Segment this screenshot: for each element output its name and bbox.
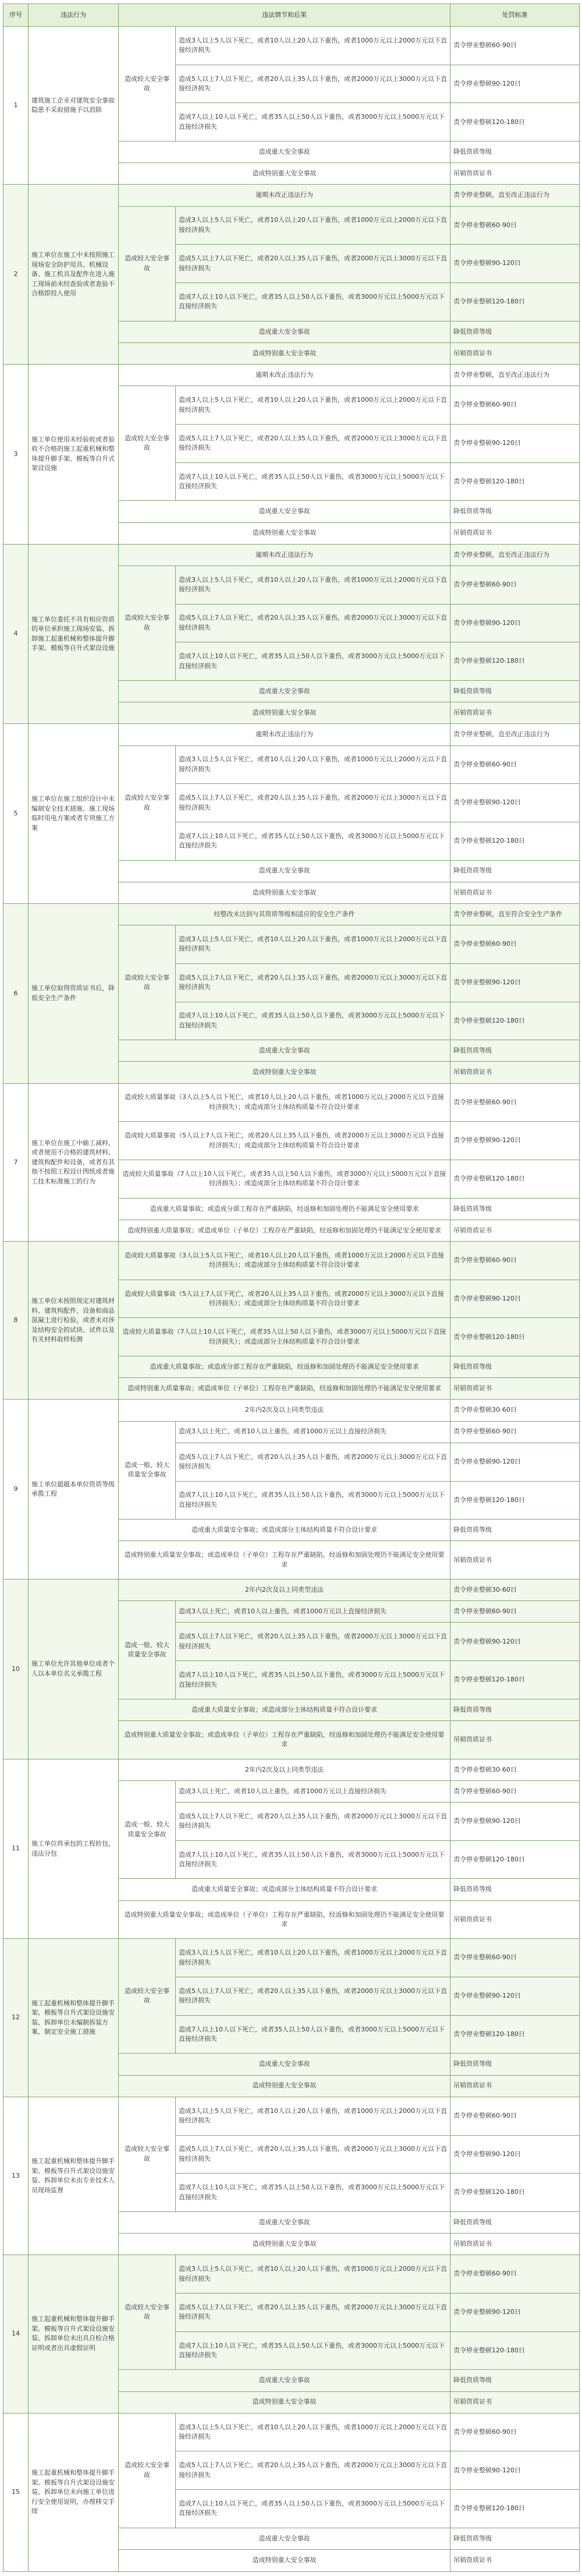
consequence-detail: 造成7人以上10人以下死亡，或者35人以上50人以下重伤，或者3000万元以上5000万元以下直接经济损失	[176, 2331, 450, 2370]
penalty-standard: 吊销资质证书	[450, 2234, 580, 2255]
circumstance-cell: 逾期未改正违法行为	[119, 544, 450, 566]
violation-description: 建筑施工企业对建筑安全事故隐患不采取措施予以消除	[29, 27, 119, 185]
penalty-standard: 责令停业整顿60-90日	[450, 566, 580, 604]
penalty-standard: 降低资质等级	[450, 1879, 580, 1900]
circumstance-cell: 造成特别重大质量事故；或造成单位（子单位）工程存在严重缺陷，经返修和加固处理仍不能满足安全使用要求	[119, 1220, 450, 1241]
circumstance-cell: 逾期未改正违法行为	[119, 724, 450, 745]
circumstance-cell: 造成特别重大安全事故	[119, 2550, 450, 2572]
penalty-standard: 降低资质等级	[450, 1356, 580, 1378]
consequence-detail: 造成5人以上7人以下死亡，或者20人以上35人以下重伤，或者2000万元以上3000万元以下直接经济损失	[176, 65, 450, 103]
row-number: 5	[3, 724, 29, 904]
row-number: 11	[3, 1759, 29, 1939]
penalty-standard: 降低资质等级	[450, 680, 580, 702]
penalty-standard: 责令停业整顿90-120日	[450, 65, 580, 103]
penalty-standard: 降低资质等级	[450, 1040, 580, 1062]
penalty-standards-table	[3, 3, 580, 2572]
penalty-standard: 降低资质等级	[450, 1520, 580, 1541]
consequence-detail: 造成3人以上死亡，或者10人以上重伤，或者1000万元以上直接经济损失	[176, 1601, 450, 1623]
accident-category: 造成较大安全事故	[119, 386, 176, 501]
circumstance-cell: 造成较大质量事故（3人以上5人以下死亡，或者10人以上20人以下重伤，或者1000万元以上2000万元以下直接经济损失）；或造成部分主体结构质量不符合设计要求	[119, 1242, 450, 1280]
circumstance-cell: 2年内2次及以上同类型违法	[119, 1400, 450, 1421]
consequence-detail: 造成3人以上5人以下死亡，或者10人以上20人以下重伤，或者1000万元以上2000万元以下直接经济损失	[176, 2255, 450, 2294]
penalty-standard: 降低资质等级	[450, 1198, 580, 1220]
table-row	[3, 544, 580, 566]
row-number: 15	[3, 2413, 29, 2571]
penalty-standard: 吊销资质证书	[450, 342, 580, 364]
violation-description: 施工单位在施工中未按照施工现场安全防护用具、机械设备、施工机具及配件在进入施工现场前未经查验或者查验不合格即投入使用	[29, 185, 119, 365]
penalty-standard: 责令停业整顿120-180日	[450, 642, 580, 681]
row-number: 12	[3, 1939, 29, 2097]
table-row	[3, 2255, 580, 2294]
penalty-standard: 责令停业整顿120-180日	[450, 1661, 580, 1699]
table-row	[3, 2413, 580, 2451]
table-row	[3, 903, 580, 925]
table-row	[3, 185, 580, 206]
circumstance-cell: 造成较大质量事故（3人以上5人以下死亡，或者10人以上20人以下重伤，或者1000万元以上2000万元以下直接经济损失）；或造成部分主体结构质量不符合设计要求	[119, 1083, 450, 1122]
penalty-standard: 降低资质等级	[450, 2211, 580, 2233]
penalty-standard: 吊销资质证书	[450, 2391, 580, 2413]
penalty-standard: 降低资质等级	[450, 2370, 580, 2391]
circumstance-cell: 2年内2次及以上同类型违法	[119, 1759, 450, 1780]
accident-category: 造成较大安全事故	[119, 2255, 176, 2370]
row-number: 14	[3, 2255, 29, 2413]
violation-description: 施工起重机械和整体提升脚手架、模板等自升式架设设施安装、拆卸单位未编制拆装方案、制定安全施工措施	[29, 1939, 119, 2097]
table-row	[3, 724, 580, 745]
consequence-detail: 造成7人以上10人以下死亡，或者35人以上50人以下重伤，或者3000万元以上5000万元以下直接经济损失	[176, 2174, 450, 2212]
penalty-standard: 责令停业整顿120-180日	[450, 2490, 580, 2528]
penalty-standard: 责令停业整顿60-90日	[450, 1939, 580, 1977]
penalty-standard: 责令停业整顿90-120日	[450, 2135, 580, 2174]
consequence-detail: 造成3人以上5人以下死亡，或者10人以上20人以下重伤，或者1000万元以上2000万元以下直接经济损失	[176, 27, 450, 65]
consequence-detail: 造成3人以上5人以下死亡，或者10人以上20人以下重伤，或者1000万元以上2000万元以下直接经济损失	[176, 206, 450, 245]
penalty-standard: 责令停业整顿60-90日	[450, 27, 580, 65]
penalty-standard: 责令停业整顿60-90日	[450, 1083, 580, 1122]
penalty-standard: 责令停业整顿90-120日	[450, 604, 580, 642]
violation-description: 施工起重机械和整体提升脚手架、模板等自升式架设设施安装、拆卸单位未出具自检合格证明或者出具虚假证明	[29, 2255, 119, 2413]
circumstance-cell: 造成特别重大质量安全事故；或造成单位（子单位）工程存在严重缺陷，经返修和加固处理仍不能满足安全使用要求	[119, 1721, 450, 1759]
row-number: 10	[3, 1579, 29, 1759]
penalty-standard: 吊销资质证书	[450, 2075, 580, 2097]
circumstance-cell: 造成特别重大质量安全事故；或造成单位（子单位）工程存在严重缺陷，经返修和加固处理仍不能满足安全使用要求	[119, 1900, 450, 1939]
penalty-standard: 责令停业整顿30-60日	[450, 1579, 580, 1601]
circumstance-cell: 造成重大安全事故	[119, 2211, 450, 2233]
penalty-standard: 责令停业整顿90-120日	[450, 424, 580, 462]
consequence-detail: 造成5人以上7人以下死亡，或者20人以上35人以下重伤，或者2000万元以上3000万元以下直接经济损失	[176, 604, 450, 642]
penalty-standard: 责令停业整顿，直至改正违法行为	[450, 185, 580, 206]
penalty-standard: 责令停业整顿120-180日	[450, 1481, 580, 1520]
penalty-standard: 吊销资质证书	[450, 702, 580, 724]
consequence-detail: 造成3人以上5人以下死亡，或者10人以上20人以下重伤，或者1000万元以上2000万元以下直接经济损失	[176, 2097, 450, 2135]
penalty-standards-document	[3, 3, 579, 2572]
penalty-standard: 责令停业整顿60-90日	[450, 1780, 580, 1802]
penalty-standard: 降低资质等级	[450, 501, 580, 522]
table-row	[3, 1083, 580, 1122]
consequence-detail: 造成5人以上7人以下死亡，或者20人以上35人以下重伤，或者2000万元以上3000万元以下直接经济损失	[176, 2293, 450, 2331]
circumstance-cell: 造成较大质量事故（7人以上10人以下死亡，或者35人以上50人以下重伤，或者3000万元以上5000万元以下直接经济损失）；或造成部分主体结构质量不符合设计要求	[119, 1318, 450, 1356]
penalty-standard: 责令停业整顿90-120日	[450, 1977, 580, 2016]
row-number: 2	[3, 185, 29, 365]
consequence-detail: 造成5人以上7人以下死亡，或者20人以上35人以下重伤，或者2000万元以上3000万元以下直接经济损失	[176, 1803, 450, 1841]
circumstance-cell: 造成重大安全事故	[119, 2528, 450, 2549]
circumstance-cell: 造成特别重大安全事故	[119, 2234, 450, 2255]
penalty-standard: 责令停业整顿120-180日	[450, 2174, 580, 2212]
circumstance-cell: 造成特别重大安全事故	[119, 522, 450, 544]
penalty-standard: 责令停业整顿120-180日	[450, 1002, 580, 1040]
circumstance-cell: 造成特别重大安全事故	[119, 163, 450, 185]
penalty-standard: 责令停业整顿60-90日	[450, 1601, 580, 1623]
violation-description: 施工起重机械和整体提升脚手架、模板等自升式架设设施安装、拆卸单位未由专业技术人员现场监督	[29, 2097, 119, 2255]
circumstance-cell: 造成重大安全事故	[119, 321, 450, 342]
consequence-detail: 造成7人以上10人以下死亡，或者35人以上50人以下重伤，或者3000万元以上5000万元以下直接经济损失	[176, 1002, 450, 1040]
penalty-standard: 降低资质等级	[450, 2054, 580, 2075]
circumstance-cell: 造成特别重大安全事故	[119, 2075, 450, 2097]
consequence-detail: 造成7人以上10人以下死亡，或者35人以上50人以下重伤，或者3000万元以上5000万元以下直接经济损失	[176, 1481, 450, 1520]
accident-category: 造成较大安全事故	[119, 206, 176, 321]
consequence-detail: 造成7人以上10人以下死亡，或者35人以上50人以下重伤，或者3000万元以上5000万元以下直接经济损失	[176, 822, 450, 860]
consequence-detail: 造成7人以上10人以下死亡，或者35人以上50人以下重伤，或者3000万元以上5000万元以下直接经济损失	[176, 1661, 450, 1699]
consequence-detail: 造成5人以上7人以下死亡，或者20人以上35人以下重伤，或者2000万元以上3000万元以下直接经济损失	[176, 245, 450, 283]
penalty-standard: 责令停业整顿60-90日	[450, 925, 580, 964]
circumstance-cell: 逾期未改正违法行为	[119, 365, 450, 386]
table-row	[3, 27, 580, 65]
consequence-detail: 造成3人以上死亡，或者10人以上重伤，或者1000万元以上直接经济损失	[176, 1780, 450, 1802]
penalty-standard: 责令停业整顿90-120日	[450, 963, 580, 1002]
accident-category: 造成一般、较大质量安全事故	[119, 1421, 176, 1520]
accident-category: 造成较大安全事故	[119, 566, 176, 680]
penalty-standard: 吊销资质证书	[450, 1220, 580, 1241]
consequence-detail: 造成3人以上5人以下死亡，或者10人以上20人以下重伤，或者1000万元以上2000万元以下直接经济损失	[176, 386, 450, 425]
penalty-standard: 责令停业整顿90-120日	[450, 1803, 580, 1841]
penalty-standard: 责令停业整顿90-120日	[450, 245, 580, 283]
circumstance-cell: 造成特别重大安全事故	[119, 882, 450, 903]
consequence-detail: 造成3人以上5人以下死亡，或者10人以上20人以下重伤，或者1000万元以上2000万元以下直接经济损失	[176, 745, 450, 784]
circumstance-cell: 造成特别重大安全事故	[119, 2391, 450, 2413]
table-row	[3, 365, 580, 386]
circumstance-cell: 造成重大质量安全事故；或造成部分主体结构质量不符合设计要求	[119, 1879, 450, 1900]
penalty-standard: 降低资质等级	[450, 2528, 580, 2549]
penalty-standard: 降低资质等级	[450, 142, 580, 163]
circumstance-cell: 造成重大质量安全事故；或造成部分主体结构质量不符合设计要求	[119, 1699, 450, 1720]
penalty-standard: 责令停业整顿，直至改正违法行为	[450, 365, 580, 386]
penalty-standard: 责令停业整顿60-90日	[450, 2097, 580, 2135]
row-number: 3	[3, 365, 29, 545]
penalty-standard: 降低资质等级	[450, 860, 580, 882]
accident-category: 造成较大安全事故	[119, 2097, 176, 2211]
consequence-detail: 造成5人以上7人以下死亡，或者20人以上35人以下重伤，或者2000万元以上3000万元以下直接经济损失	[176, 424, 450, 462]
consequence-detail: 造成5人以上7人以下死亡，或者20人以上35人以下重伤，或者2000万元以上3000万元以下直接经济损失	[176, 1977, 450, 2016]
violation-description: 施工单位未按照规定对建筑材料、建筑构配件、设备和商品混凝土进行检验，或者未对涉及结构安全的试块、试件以及有关材料取样检测	[29, 1242, 119, 1400]
consequence-detail: 造成7人以上10人以下死亡，或者35人以上50人以下重伤，或者3000万元以上5000万元以下直接经济损失	[176, 462, 450, 501]
header-no: 序号	[3, 4, 29, 27]
consequence-detail: 造成5人以上7人以下死亡，或者20人以上35人以下重伤，或者2000万元以上3000万元以下直接经济损失	[176, 1623, 450, 1661]
circumstance-cell: 造成重大安全事故	[119, 860, 450, 882]
circumstance-cell: 造成重大安全事故	[119, 501, 450, 522]
row-number: 7	[3, 1083, 29, 1241]
accident-category: 造成一般、较大质量安全事故	[119, 1780, 176, 1879]
penalty-standard: 吊销资质证书	[450, 882, 580, 903]
penalty-standard: 责令停业整顿60-90日	[450, 1421, 580, 1443]
penalty-standard: 责令停业整顿90-120日	[450, 1623, 580, 1661]
circumstance-cell: 逾期未改正违法行为	[119, 185, 450, 206]
penalty-standard: 责令停业整顿120-180日	[450, 1160, 580, 1198]
penalty-standard: 责令停业整顿120-180日	[450, 2015, 580, 2054]
circumstance-cell: 造成重大质量事故；或造成分部工程存在严重缺陷，经返修和加固处理仍不能满足安全使用要求	[119, 1198, 450, 1220]
table-row	[3, 1579, 580, 1601]
violation-description: 施工单位取得资质证书后，降低安全生产条件	[29, 903, 119, 1083]
circumstance-cell: 造成重大安全事故	[119, 680, 450, 702]
circumstance-cell: 造成重大质量安全事故；或造成部分主体结构质量不符合设计要求	[119, 1520, 450, 1541]
violation-description: 施工单位将承包的工程转包，违法分包	[29, 1759, 119, 1939]
penalty-standard: 吊销资质证书	[450, 2550, 580, 2572]
circumstance-cell: 造成特别重大质量安全事故；或造成单位（子单位）工程存在严重缺陷，经返修和加固处理仍不能满足安全使用要求	[119, 1541, 450, 1579]
penalty-standard: 责令停业整顿30-60日	[450, 1400, 580, 1421]
consequence-detail: 造成3人以上5人以下死亡，或者10人以上20人以下重伤，或者1000万元以上2000万元以下直接经济损失	[176, 1939, 450, 1977]
circumstance-cell: 造成重大安全事故	[119, 2370, 450, 2391]
consequence-detail: 造成3人以上死亡，或者10人以上重伤，或者1000万元以上直接经济损失	[176, 1421, 450, 1443]
circumstance-cell: 2年内2次及以上同类型违法	[119, 1579, 450, 1601]
violation-description: 施工单位在施工组织设计中未编制安全技术措施、施工现场临时用电方案或者专项施工方案	[29, 724, 119, 904]
penalty-standard: 责令停业整顿90-120日	[450, 784, 580, 822]
consequence-detail: 造成3人以上5人以下死亡，或者10人以上20人以下重伤，或者1000万元以上2000万元以下直接经济损失	[176, 2413, 450, 2451]
table-row	[3, 2097, 580, 2135]
accident-category: 造成较大安全事故	[119, 2413, 176, 2528]
consequence-detail: 造成7人以上10人以下死亡，或者35人以上50人以下重伤，或者3000万元以上5000万元以下直接经济损失	[176, 2015, 450, 2054]
penalty-standard: 吊销资质证书	[450, 522, 580, 544]
circumstance-cell: 造成较大质量事故（7人以上10人以下死亡，或者35人以上50人以下重伤，或者3000万元以上5000万元以下直接经济损失）；或造成部分主体结构质量不符合设计要求	[119, 1160, 450, 1198]
consequence-detail: 造成3人以上5人以下死亡，或者10人以上20人以下重伤，或者1000万元以上2000万元以下直接经济损失	[176, 925, 450, 964]
circumstance-cell: 造成重大安全事故	[119, 142, 450, 163]
penalty-standard: 责令停业整顿60-90日	[450, 2255, 580, 2294]
penalty-standard: 责令停业整顿，直至改正违法行为	[450, 724, 580, 745]
accident-category: 造成较大安全事故	[119, 925, 176, 1040]
penalty-standard: 责令停业整顿60-90日	[450, 206, 580, 245]
consequence-detail: 造成5人以上7人以下死亡，或者20人以上35人以下重伤，或者2000万元以上3000万元以下直接经济损失	[176, 2135, 450, 2174]
penalty-standard: 责令停业整顿120-180日	[450, 822, 580, 860]
table-row	[3, 1400, 580, 1421]
violation-description: 施工单位允许其他单位或者个人以本单位名义承揽工程	[29, 1579, 119, 1759]
violation-description: 施工单位超越本单位资质等级承揽工程	[29, 1400, 119, 1579]
header-circumstances: 违法情节和后果	[119, 4, 450, 27]
penalty-standard: 责令停业整顿90-120日	[450, 1443, 580, 1481]
header-row	[3, 4, 580, 27]
row-number: 13	[3, 2097, 29, 2255]
penalty-standard: 降低资质等级	[450, 1699, 580, 1720]
violation-description: 施工单位委托不具有相应资质的单位承担施工现场安装、拆卸施工起重机械和整体提升脚手架、模板等自升式架设设施	[29, 544, 119, 724]
penalty-standard: 责令停业整顿90-120日	[450, 2293, 580, 2331]
violation-description: 施工单位使用未经验收或者验收不合格的施工起重机械和整体提升脚手架、模板等自升式架设设施	[29, 365, 119, 545]
accident-category: 造成较大安全事故	[119, 27, 176, 142]
circumstance-cell: 造成特别重大安全事故	[119, 1062, 450, 1083]
consequence-detail: 造成7人以上10人以下死亡，或者35人以上50人以下重伤，或者3000万元以上5000万元以下直接经济损失	[176, 103, 450, 142]
penalty-standard: 吊销资质证书	[450, 1062, 580, 1083]
row-number: 9	[3, 1400, 29, 1579]
penalty-standard: 吊销资质证书	[450, 163, 580, 185]
circumstance-cell: 造成较大质量事故（5人以上7人以下死亡，或者20人以上35人以下重伤，或者2000万元以上3000万元以下直接经济损失）；或造成部分主体结构质量不符合设计要求	[119, 1122, 450, 1160]
penalty-standard: 责令停业整顿60-90日	[450, 1242, 580, 1280]
circumstance-cell: 造成较大质量事故（5人以上7人以下死亡，或者20人以上35人以下重伤，或者2000万元以上3000万元以下直接经济损失）；或造成部分主体结构质量不符合设计要求	[119, 1280, 450, 1318]
table-row	[3, 1939, 580, 1977]
consequence-detail: 造成5人以上7人以下死亡，或者20人以上35人以下重伤，或者2000万元以上3000万元以下直接经济损失	[176, 1443, 450, 1481]
table-row	[3, 1759, 580, 1780]
penalty-standard: 吊销资质证书	[450, 1541, 580, 1579]
header-penalty: 处罚标准	[450, 4, 580, 27]
penalty-standard: 责令停业整顿，直至符合安全生产条件	[450, 903, 580, 925]
penalty-standard: 责令停业整顿60-90日	[450, 2413, 580, 2451]
row-number: 4	[3, 544, 29, 724]
consequence-detail: 造成5人以上7人以下死亡，或者20人以上35人以下重伤，或者2000万元以上3000万元以下直接经济损失	[176, 963, 450, 1002]
accident-category: 造成较大安全事故	[119, 1939, 176, 2054]
penalty-standard: 责令停业整顿90-120日	[450, 1122, 580, 1160]
consequence-detail: 造成7人以上10人以下死亡，或者35人以上50人以下重伤，或者3000万元以上5000万元以下直接经济损失	[176, 642, 450, 681]
circumstance-cell: 造成特别重大安全事故	[119, 342, 450, 364]
row-number: 1	[3, 27, 29, 185]
circumstance-cell: 造成重大安全事故	[119, 2054, 450, 2075]
penalty-standard: 责令停业整顿120-180日	[450, 283, 580, 321]
penalty-standard: 责令停业整顿120-180日	[450, 103, 580, 142]
consequence-detail: 造成7人以上10人以下死亡，或者35人以上50人以下重伤，或者3000万元以上5000万元以下直接经济损失	[176, 283, 450, 321]
consequence-detail: 造成7人以上10人以下死亡，或者35人以上50人以下重伤，或者3000万元以上5000万元以下直接经济损失	[176, 2490, 450, 2528]
penalty-standard: 责令停业整顿90-120日	[450, 1280, 580, 1318]
circumstance-cell: 造成特别重大安全事故	[119, 702, 450, 724]
consequence-detail: 造成5人以上7人以下死亡，或者20人以上35人以下重伤，或者2000万元以上3000万元以下直接经济损失	[176, 784, 450, 822]
table-body	[3, 27, 580, 2572]
circumstance-cell: 造成重大安全事故	[119, 1040, 450, 1062]
penalty-standard: 责令停业整顿60-90日	[450, 745, 580, 784]
violation-description: 施工单位在施工中偷工减料，或者使用不合格的建筑材料、建筑构配件和设备，或者有其他不按照工程设计图纸或者施工技术标准施工的行为	[29, 1083, 119, 1241]
penalty-standard: 责令停业整顿120-180日	[450, 2331, 580, 2370]
penalty-standard: 吊销资质证书	[450, 1900, 580, 1939]
penalty-standard: 责令停业整顿90-120日	[450, 2451, 580, 2490]
accident-category: 造成一般、较大质量安全事故	[119, 1601, 176, 1699]
table-row	[3, 1242, 580, 1280]
table-header	[3, 4, 580, 27]
penalty-standard: 降低资质等级	[450, 321, 580, 342]
penalty-standard: 责令停业整顿30-60日	[450, 1759, 580, 1780]
penalty-standard: 吊销资质证书	[450, 1378, 580, 1400]
circumstance-cell: 造成特别重大质量事故；或造成单位（子单位）工程存在严重缺陷，经返修和加固处理仍不能满足安全使用要求	[119, 1378, 450, 1400]
row-number: 8	[3, 1242, 29, 1400]
penalty-standard: 责令停业整顿120-180日	[450, 1318, 580, 1356]
penalty-standard: 责令停业整顿120-180日	[450, 1840, 580, 1879]
circumstance-cell: 经整改未达到与其资质等级相适应的安全生产条件	[119, 903, 450, 925]
consequence-detail: 造成5人以上7人以下死亡，或者20人以上35人以下重伤，或者2000万元以上3000万元以下直接经济损失	[176, 2451, 450, 2490]
consequence-detail: 造成3人以上5人以下死亡，或者10人以上20人以下重伤，或者1000万元以上2000万元以下直接经济损失	[176, 566, 450, 604]
penalty-standard: 吊销资质证书	[450, 1721, 580, 1759]
accident-category: 造成较大安全事故	[119, 745, 176, 860]
penalty-standard: 责令停业整顿，直至改正违法行为	[450, 544, 580, 566]
header-violation: 违法行为	[29, 4, 119, 27]
consequence-detail: 造成7人以上10人以下死亡，或者35人以上50人以下重伤，或者3000万元以上5000万元以下直接经济损失	[176, 1840, 450, 1879]
circumstance-cell: 造成重大质量事故；或造成分部工程存在严重缺陷，经返修和加固处理仍不能满足安全使用要求	[119, 1356, 450, 1378]
row-number: 6	[3, 903, 29, 1083]
penalty-standard: 责令停业整顿120-180日	[450, 462, 580, 501]
violation-description: 施工起重机械和整体提升脚手架、模板等自升式架设设施安装、拆卸单位未向施工单位进行安全使用说明，办理移交手续	[29, 2413, 119, 2571]
penalty-standard: 责令停业整顿60-90日	[450, 386, 580, 425]
